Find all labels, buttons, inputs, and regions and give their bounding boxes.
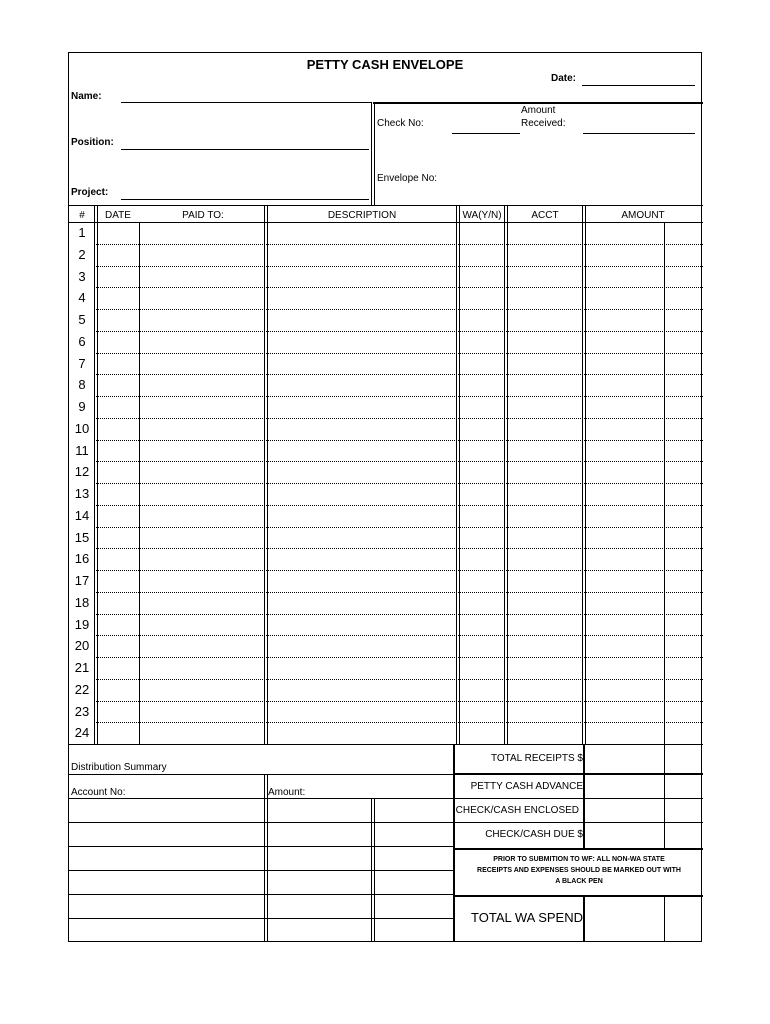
- form-title: PETTY CASH ENVELOPE: [306, 57, 464, 72]
- table-row[interactable]: [96, 657, 703, 679]
- amount-received-field[interactable]: [583, 133, 695, 134]
- col-divider-number: [94, 205, 98, 744]
- table-top-border: [69, 205, 703, 206]
- header-divider: [373, 102, 703, 104]
- col-header-description: DESCRIPTION: [327, 210, 397, 221]
- table-row[interactable]: [96, 701, 703, 723]
- row-number: 24: [74, 725, 90, 741]
- notice-line-1: PRIOR TO SUBMITION TO WF: ALL NON-WA STATE: [493, 856, 665, 863]
- dist-row-line-1: [69, 798, 453, 799]
- totals-line-3: [453, 822, 703, 823]
- row-number: 16: [74, 551, 90, 567]
- row-number: 15: [74, 529, 90, 545]
- totals-line-2: [453, 798, 703, 799]
- notice-line-2: RECEIPTS AND EXPENSES SHOULD BE MARKED OUT WITH: [477, 867, 681, 874]
- row-number: 12: [74, 464, 90, 480]
- total-receipts-label: TOTAL RECEIPTS $: [490, 753, 583, 764]
- table-row[interactable]: [96, 287, 703, 309]
- row-number: 13: [74, 486, 90, 501]
- row-number: 18: [74, 594, 90, 610]
- table-row[interactable]: [96, 614, 703, 636]
- check-cash-due-label: CHECK/CASH DUE $: [485, 829, 583, 840]
- row-number: 6: [78, 333, 86, 349]
- table-row[interactable]: [96, 548, 703, 570]
- table-row[interactable]: [96, 374, 703, 396]
- project-label: Project:: [71, 187, 109, 198]
- amount-received-label-1: Amount: [521, 105, 556, 116]
- col-divider-paid-to: [264, 205, 268, 744]
- table-row[interactable]: [96, 505, 703, 527]
- dist-divider-account: [264, 774, 268, 942]
- date-field[interactable]: [582, 85, 695, 86]
- row-number: 7: [78, 355, 86, 371]
- table-row[interactable]: [96, 244, 703, 266]
- position-label: Position:: [71, 137, 114, 148]
- row-number: 21: [74, 660, 90, 675]
- table-row[interactable]: [96, 483, 703, 505]
- col-divider-description: [456, 205, 460, 744]
- table-row[interactable]: [96, 570, 703, 592]
- account-no-label: Account No:: [71, 787, 126, 798]
- col-header-number: #: [79, 210, 85, 221]
- totals-line-4: [453, 848, 703, 850]
- name-field[interactable]: [121, 102, 371, 103]
- dist-row-line-4: [69, 870, 453, 871]
- petty-cash-form: [68, 52, 702, 942]
- dist-row-line-6: [69, 918, 453, 919]
- row-number: 9: [78, 399, 86, 414]
- table-row[interactable]: [96, 461, 703, 483]
- table-row[interactable]: [96, 353, 703, 375]
- table-row[interactable]: [96, 440, 703, 462]
- row-number: 20: [74, 638, 90, 654]
- row-number: 19: [74, 616, 90, 632]
- totals-divider-label: [583, 744, 585, 848]
- distribution-summary-label: Distribution Summary: [71, 762, 167, 773]
- col-header-wa: WA(Y/N): [462, 210, 502, 221]
- dist-row-line-3: [69, 846, 453, 847]
- notice-line-3: A BLACK PEN: [555, 878, 603, 885]
- col-header-date: DATE: [105, 210, 131, 221]
- row-number: 14: [74, 507, 90, 523]
- header-vertical-divider: [371, 102, 375, 205]
- row-number: 22: [74, 681, 90, 697]
- wa-spend-divider-2: [664, 895, 665, 942]
- col-header-paid-to: PAID TO:: [182, 210, 224, 221]
- col-header-acct: ACCT: [531, 210, 559, 221]
- table-row[interactable]: [96, 635, 703, 657]
- petty-cash-advance-label: PETTY CASH ADVANCE: [470, 781, 583, 792]
- check-no-field[interactable]: [452, 133, 520, 134]
- row-number: 1: [78, 225, 86, 240]
- wa-spend-divider-1: [583, 895, 585, 942]
- col-header-amount: AMOUNT: [621, 210, 665, 221]
- table-row[interactable]: [96, 266, 703, 288]
- table-row[interactable]: [96, 527, 703, 549]
- project-field[interactable]: [121, 199, 369, 200]
- dist-header-line: [69, 774, 453, 775]
- col-divider-wa: [504, 205, 508, 744]
- row-number: 23: [74, 703, 90, 719]
- row-number: 4: [78, 290, 86, 306]
- position-field[interactable]: [121, 149, 369, 150]
- row-number: 17: [74, 573, 90, 588]
- total-wa-spend-label: TOTAL WA SPEND: [471, 910, 583, 925]
- row-number: 11: [75, 442, 89, 458]
- envelope-no-label: Envelope No:: [377, 173, 438, 184]
- table-row[interactable]: [96, 309, 703, 331]
- table-row[interactable]: [96, 679, 703, 701]
- totals-divider-cents: [664, 744, 665, 848]
- totals-line-1: [453, 773, 703, 775]
- table-row[interactable]: [96, 418, 703, 440]
- table-row[interactable]: [96, 396, 703, 418]
- check-no-label: Check No:: [377, 118, 424, 129]
- col-divider-cents: [664, 222, 665, 744]
- col-divider-acct: [582, 205, 586, 744]
- amount-received-label-2: Received:: [521, 118, 566, 129]
- row-number: 2: [78, 246, 86, 262]
- dist-row-line-5: [69, 894, 453, 895]
- table-row[interactable]: [96, 722, 703, 744]
- amount-label: Amount:: [268, 787, 306, 798]
- dist-row-line-2: [69, 822, 453, 823]
- name-label: Name:: [71, 91, 102, 102]
- totals-line-5: [453, 895, 703, 897]
- row-number: 5: [78, 312, 86, 327]
- check-cash-enclosed-label: CHECK/CASH ENCLOSED: [455, 805, 579, 816]
- table-row[interactable]: [96, 592, 703, 614]
- date-label: Date:: [551, 73, 577, 84]
- row-number: 3: [78, 268, 86, 284]
- col-divider-date: [139, 222, 140, 744]
- table-row[interactable]: [96, 222, 703, 244]
- row-number: 10: [74, 420, 90, 436]
- table-row[interactable]: [96, 331, 703, 353]
- row-number: 8: [78, 377, 86, 393]
